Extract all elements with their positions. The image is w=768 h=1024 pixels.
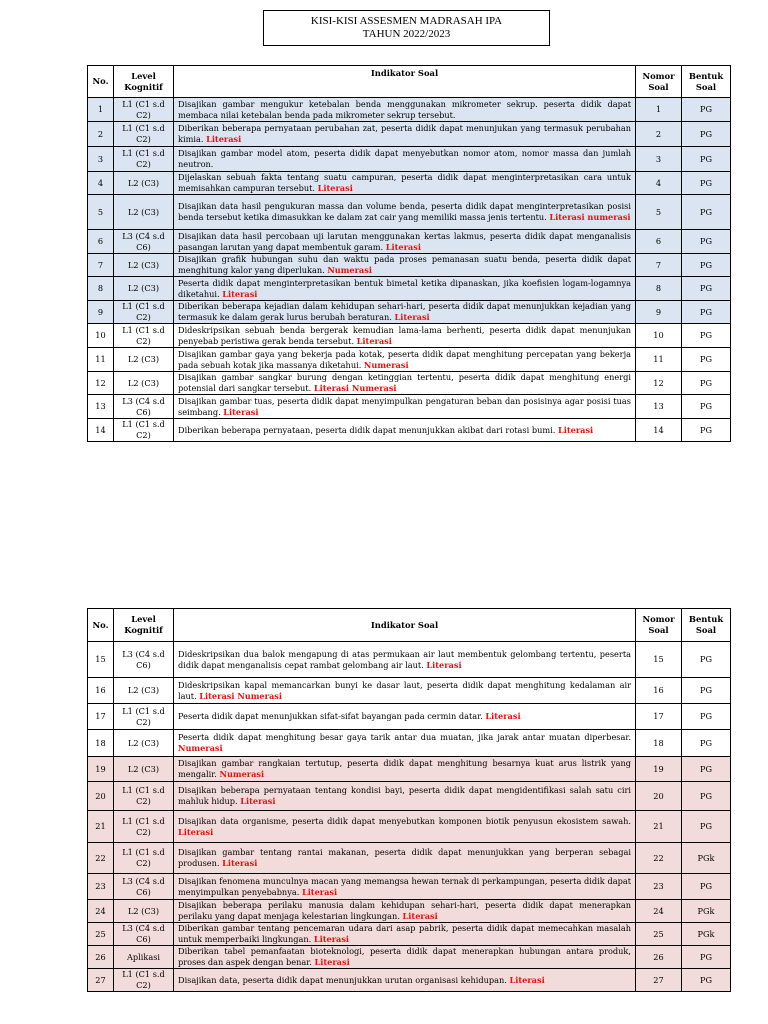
cell-indikator (174, 843, 636, 874)
title-line-1: KISI-KISI ASSESMEN MADRASAH IPA (310, 15, 503, 27)
table-row (88, 122, 731, 147)
literasi-numerasi-tag: Literasi (509, 974, 545, 985)
indikator-text: Diberikan gambar tentang pencemaran udara dari asap pabrik, peserta didik dapat memecahkan masalah untuk memperbaiki lingkungan. (178, 923, 631, 944)
cell-nomor: 7 (636, 254, 682, 277)
cell-no: 16 (88, 678, 114, 704)
table-row (88, 172, 731, 195)
table-row (88, 874, 731, 900)
indikator-text: Disajikan gambar mengukur ketebalan benda menggunakan mikrometer sekrup. peserta didik dapat membaca nilai ketebalan benda pada mikrometer sekrup tersebut. (178, 98, 631, 120)
cell-no: 12 (88, 372, 114, 395)
indikator-text: Diberikan beberapa pernyataan perubahan zat, peserta didik dapat menunjukan yang termasuk perubahan kimia. (178, 123, 631, 144)
cell-bentuk: PG (682, 277, 731, 301)
cell-bentuk: PG (682, 98, 731, 122)
cell-nomor: 25 (636, 923, 682, 946)
cell-bentuk: PG (682, 757, 731, 782)
cell-nomor: 12 (636, 372, 682, 395)
literasi-numerasi-tag: Literasi (485, 711, 521, 721)
table-1-body (88, 98, 731, 442)
cell-level: L3 (C4 s.d C6) (114, 395, 174, 419)
table-row (88, 324, 731, 348)
cell-indikator (174, 757, 636, 782)
table-row (88, 946, 731, 969)
table-row (88, 900, 731, 923)
cell-indikator (174, 874, 636, 900)
indikator-text: Diberikan beberapa kejadian dalam kehidupan sehari-hari, peserta didik dapat menunjukkan kejadian yang termasuk ke dalam gerak lurus berubah beraturan. (178, 301, 631, 322)
cell-level: L1 (C1 s.d C2) (114, 969, 174, 992)
cell-no: 11 (88, 348, 114, 372)
cell-no: 22 (88, 843, 114, 874)
literasi-numerasi-tag: Literasi (223, 406, 259, 417)
cell-nomor: 14 (636, 419, 682, 442)
cell-nomor: 4 (636, 172, 682, 195)
cell-indikator (174, 348, 636, 372)
cell-no: 1 (88, 98, 114, 122)
header-no: No. (88, 609, 114, 642)
literasi-numerasi-tag: Literasi (178, 826, 214, 837)
cell-nomor: 16 (636, 678, 682, 704)
cell-level: L3 (C4 s.d C6) (114, 874, 174, 900)
cell-no: 4 (88, 172, 114, 195)
literasi-numerasi-tag: Literasi (314, 957, 350, 967)
indikator-text: Disajikan gambar model atom, peserta didik dapat menyebutkan nomor atom, nomor massa dan jumlah neutron. (178, 148, 631, 169)
cell-indikator (174, 395, 636, 419)
cell-bentuk: PG (682, 730, 731, 757)
cell-nomor: 9 (636, 301, 682, 324)
table-row (88, 348, 731, 372)
table-2-body (88, 642, 731, 992)
indikator-text: Disajikan gambar gaya yang bekerja pada kotak, peserta didik dapat menghitung percepatan yang bekerja pada sebuah kotak jika massanya diketahui. (178, 348, 631, 370)
cell-bentuk: PG (682, 195, 731, 230)
title-line-2: TAHUN 2022/2023 (362, 28, 451, 40)
cell-level: L1 (C1 s.d C2) (114, 98, 174, 122)
cell-bentuk: PG (682, 419, 731, 442)
cell-level: L2 (C3) (114, 277, 174, 301)
cell-level: L2 (C3) (114, 348, 174, 372)
cell-level: L2 (C3) (114, 172, 174, 195)
cell-bentuk: PG (682, 946, 731, 969)
literasi-numerasi-tag: Literasi (301, 886, 338, 897)
indikator-text: Peserta didik dapat menginterpretasikan bentuk bimetal ketika dipanaskan, jika koefisien logam-logamnya diketahui. (178, 277, 631, 299)
cell-nomor: 8 (636, 277, 682, 301)
indikator-text: Disajikan data hasil pengukuran massa dan volume benda, peserta didik dapat menginterpretasikan posisi benda tersebut ketika dimasukkan ke dalam zat cair yang memiliki massa jenis tertentu. (178, 201, 631, 222)
cell-level: L2 (C3) (114, 195, 174, 230)
cell-level: L3 (C4 s.d C6) (114, 230, 174, 254)
indikator-text: Disajikan data, peserta didik dapat menunjukkan urutan organisasi kehidupan. (178, 974, 507, 985)
cell-level: L1 (C1 s.d C2) (114, 301, 174, 324)
kisi-kisi-table-1 (87, 65, 731, 442)
cell-no: 15 (88, 642, 114, 678)
cell-no: 25 (88, 923, 114, 946)
cell-bentuk: PG (682, 230, 731, 254)
cell-bentuk: PG (682, 254, 731, 277)
literasi-numerasi-tag: Numerasi (219, 769, 265, 779)
indikator-text: Disajikan beberapa pernyataan tentang kondisi bayi, peserta didik dapat mengidentifikasi salah satu ciri mahluk hidup. (178, 785, 631, 806)
cell-level: L3 (C4 s.d C6) (114, 642, 174, 678)
cell-level: L1 (C1 s.d C2) (114, 704, 174, 730)
cell-no: 6 (88, 230, 114, 254)
cell-nomor: 19 (636, 757, 682, 782)
cell-bentuk: PG (682, 811, 731, 843)
cell-bentuk: PGk (682, 923, 731, 946)
cell-indikator (174, 147, 636, 172)
cell-nomor: 11 (636, 348, 682, 372)
table-row (88, 230, 731, 254)
literasi-numerasi-tag: Literasi Numerasi (313, 383, 397, 393)
cell-nomor: 22 (636, 843, 682, 874)
cell-no: 13 (88, 395, 114, 419)
cell-nomor: 20 (636, 782, 682, 811)
cell-no: 21 (88, 811, 114, 843)
indikator-text: Peserta didik dapat menghitung besar gaya tarik antar dua muatan, jika jarak antar muatan diperbesar. (178, 732, 631, 742)
cell-nomor: 15 (636, 642, 682, 678)
indikator-text: Dideskripsikan kapal memancarkan bunyi ke dasar laut, peserta didik dapat menghitung kedalaman air laut. (178, 679, 631, 701)
table-row (88, 730, 731, 757)
cell-level: L2 (C3) (114, 730, 174, 757)
literasi-numerasi-tag: Literasi numerasi (549, 212, 631, 222)
cell-bentuk: PG (682, 704, 731, 730)
cell-level: L1 (C1 s.d C2) (114, 811, 174, 843)
table-row (88, 704, 731, 730)
table-row (88, 811, 731, 843)
cell-no: 24 (88, 900, 114, 923)
table-row (88, 254, 731, 277)
literasi-numerasi-tag: Literasi (426, 659, 462, 670)
cell-no: 19 (88, 757, 114, 782)
table-row (88, 642, 731, 678)
cell-indikator (174, 811, 636, 843)
table-row (88, 923, 731, 946)
cell-indikator (174, 730, 636, 757)
literasi-numerasi-tag: Literasi (313, 934, 350, 944)
table-row (88, 98, 731, 122)
table-row (88, 301, 731, 324)
indikator-text: Dideskripsikan sebuah benda bergerak kemudian lama-lama berhenti, peserta didik dapat menunjukan penyebab peristiwa gerak benda tersebut. (178, 324, 631, 346)
header-indikator: Indikator Soal (174, 66, 636, 98)
literasi-numerasi-tag: Literasi (557, 424, 594, 435)
cell-no: 2 (88, 122, 114, 147)
literasi-numerasi-tag: Literasi (222, 858, 258, 868)
cell-no: 23 (88, 874, 114, 900)
cell-bentuk: PG (682, 642, 731, 678)
table-row (88, 277, 731, 301)
table-row (88, 782, 731, 811)
literasi-numerasi-tag: Literasi (394, 312, 430, 322)
cell-bentuk: PG (682, 301, 731, 324)
literasi-numerasi-tag: Literasi (402, 911, 438, 921)
cell-no: 7 (88, 254, 114, 277)
indikator-text: Disajikan beberapa perilaku manusia dalam kehidupan sehari-hari, peserta didik dapat menerapkan perilaku yang dapat menjaga kelestarian lingkungan. (178, 900, 631, 921)
literasi-numerasi-tag: Numerasi (327, 265, 372, 275)
cell-level: L2 (C3) (114, 372, 174, 395)
header-no: No. (88, 66, 114, 98)
cell-level: L1 (C1 s.d C2) (114, 147, 174, 172)
cell-indikator (174, 678, 636, 704)
cell-no: 8 (88, 277, 114, 301)
cell-bentuk: PG (682, 395, 731, 419)
literasi-numerasi-tag: Literasi (206, 134, 242, 144)
cell-level: L2 (C3) (114, 254, 174, 277)
cell-bentuk: PG (682, 678, 731, 704)
cell-bentuk: PGk (682, 900, 731, 923)
cell-level: Aplikasi (114, 946, 174, 969)
cell-no: 9 (88, 301, 114, 324)
cell-bentuk: PG (682, 782, 731, 811)
cell-nomor: 5 (636, 195, 682, 230)
literasi-numerasi-tag: Literasi (222, 288, 258, 299)
cell-indikator (174, 372, 636, 395)
literasi-numerasi-tag: Literasi Numerasi (199, 690, 282, 701)
table-row (88, 147, 731, 172)
table-row (88, 969, 731, 992)
cell-indikator (174, 195, 636, 230)
cell-bentuk: PG (682, 147, 731, 172)
cell-indikator (174, 230, 636, 254)
cell-level: L1 (C1 s.d C2) (114, 843, 174, 874)
cell-level: L1 (C1 s.d C2) (114, 324, 174, 348)
cell-indikator (174, 946, 636, 969)
cell-indikator (174, 98, 636, 122)
cell-level: L2 (C3) (114, 757, 174, 782)
indikator-text: Disajikan fenomena munculnya macan yang memangsa hewan ternak di perkampungan, peserta didik dapat menyimpulkan penyebabnya. (178, 875, 631, 897)
cell-no: 14 (88, 419, 114, 442)
cell-indikator (174, 324, 636, 348)
cell-nomor: 27 (636, 969, 682, 992)
cell-nomor: 2 (636, 122, 682, 147)
literasi-numerasi-tag: Literasi (356, 335, 392, 346)
indikator-text: Dideskripsikan dua balok mengapung di atas permukaan air laut membentuk gelombang tertentu, peserta didik dapat menganalisis cepat rambat gelombang air laut. (178, 648, 631, 670)
cell-no: 10 (88, 324, 114, 348)
header-indikator: Indikator Soal (174, 609, 636, 642)
cell-level: L3 (C4 s.d C6) (114, 923, 174, 946)
cell-no: 26 (88, 946, 114, 969)
cell-bentuk: PGk (682, 843, 731, 874)
cell-level: L1 (C1 s.d C2) (114, 122, 174, 147)
cell-level: L2 (C3) (114, 678, 174, 704)
cell-bentuk: PG (682, 348, 731, 372)
kisi-kisi-table-2 (87, 608, 731, 992)
literasi-numerasi-tag: Numerasi (178, 743, 223, 753)
cell-bentuk: PG (682, 372, 731, 395)
cell-no: 18 (88, 730, 114, 757)
header-nomor: Nomor Soal (636, 609, 682, 642)
header-level: Level Kognitif (114, 609, 174, 642)
table-row (88, 678, 731, 704)
table-row (88, 843, 731, 874)
header-bentuk: Bentuk Soal (682, 609, 731, 642)
cell-indikator (174, 782, 636, 811)
cell-level: L1 (C1 s.d C2) (114, 419, 174, 442)
document-title-box (263, 10, 550, 46)
indikator-text: Disajikan gambar sangkar burung dengan ketinggian tertentu, peserta didik dapat menghitung energi potensial dari sangkar tersebut. (178, 372, 631, 393)
indikator-text: Disajikan data hasil percobaan uji larutan menggunakan kertas lakmus, peserta didik dapat menganalisis pasangan larutan yang dapat membentuk garam. (178, 230, 631, 252)
cell-bentuk: PG (682, 324, 731, 348)
cell-indikator (174, 277, 636, 301)
table-row (88, 195, 731, 230)
literasi-numerasi-tag: Literasi (317, 183, 353, 193)
cell-no: 27 (88, 969, 114, 992)
indikator-text: Disajikan gambar tuas, peserta didik dapat menyimpulkan pengaturan beban dan posisinya agar posisi tuas seimbang. (178, 395, 631, 417)
cell-nomor: 23 (636, 874, 682, 900)
header-level: Level Kognitif (114, 66, 174, 98)
cell-no: 5 (88, 195, 114, 230)
indikator-text: Peserta didik dapat menunjukkan sifat-sifat bayangan pada cermin datar. (178, 711, 483, 721)
cell-nomor: 17 (636, 704, 682, 730)
cell-nomor: 26 (636, 946, 682, 969)
cell-indikator (174, 900, 636, 923)
cell-nomor: 10 (636, 324, 682, 348)
cell-bentuk: PG (682, 969, 731, 992)
cell-indikator (174, 122, 636, 147)
cell-no: 3 (88, 147, 114, 172)
cell-level: L2 (C3) (114, 900, 174, 923)
indikator-text: Disajikan data organisme, peserta didik dapat menyebutkan komponen biotik penyusun ekosistem sawah. (178, 815, 631, 826)
indikator-text: Disajikan gambar rangkaian tertutup, peserta didik dapat menghitung besarnya kuat arus listrik yang mengalir. (178, 758, 631, 779)
cell-nomor: 1 (636, 98, 682, 122)
cell-indikator (174, 419, 636, 442)
cell-indikator (174, 704, 636, 730)
cell-indikator (174, 969, 636, 992)
cell-indikator (174, 301, 636, 324)
cell-bentuk: PG (682, 122, 731, 147)
indikator-text: Dijelaskan sebuah fakta tentang suatu campuran, peserta didik dapat menginterpretasikan cara untuk memisahkan campuran tersebut. (178, 172, 631, 193)
cell-indikator (174, 642, 636, 678)
literasi-numerasi-tag: Literasi (240, 796, 276, 806)
cell-level: L1 (C1 s.d C2) (114, 782, 174, 811)
literasi-numerasi-tag: Numerasi (363, 359, 409, 370)
table-row (88, 419, 731, 442)
table-row (88, 395, 731, 419)
cell-indikator (174, 254, 636, 277)
cell-bentuk: PG (682, 172, 731, 195)
cell-no: 17 (88, 704, 114, 730)
cell-indikator (174, 172, 636, 195)
cell-nomor: 3 (636, 147, 682, 172)
cell-no: 20 (88, 782, 114, 811)
indikator-text: Diberikan tabel pemanfaatan bioteknologi, peserta didik dapat menerapkan hubungan antara produk, proses dan aspek dengan benar. (178, 946, 631, 967)
cell-nomor: 6 (636, 230, 682, 254)
cell-nomor: 21 (636, 811, 682, 843)
cell-indikator (174, 923, 636, 946)
header-bentuk: Bentuk Soal (682, 66, 731, 98)
literasi-numerasi-tag: Literasi (385, 241, 421, 252)
indikator-text: Diberikan beberapa pernyataan, peserta didik dapat menunjukkan akibat dari rotasi bumi. (178, 424, 556, 435)
cell-nomor: 13 (636, 395, 682, 419)
cell-bentuk: PG (682, 874, 731, 900)
header-nomor: Nomor Soal (636, 66, 682, 98)
cell-nomor: 24 (636, 900, 682, 923)
table-row (88, 757, 731, 782)
cell-nomor: 18 (636, 730, 682, 757)
indikator-text: Disajikan gambar tentang rantai makanan, peserta didik dapat menunjukkan yang berperan sebagai produsen. (178, 847, 631, 868)
indikator-text: Disajikan grafik hubungan suhu dan waktu pada proses pemanasan suatu benda, peserta didik dapat menghitung kalor yang diperlukan. (178, 254, 631, 275)
table-row (88, 372, 731, 395)
